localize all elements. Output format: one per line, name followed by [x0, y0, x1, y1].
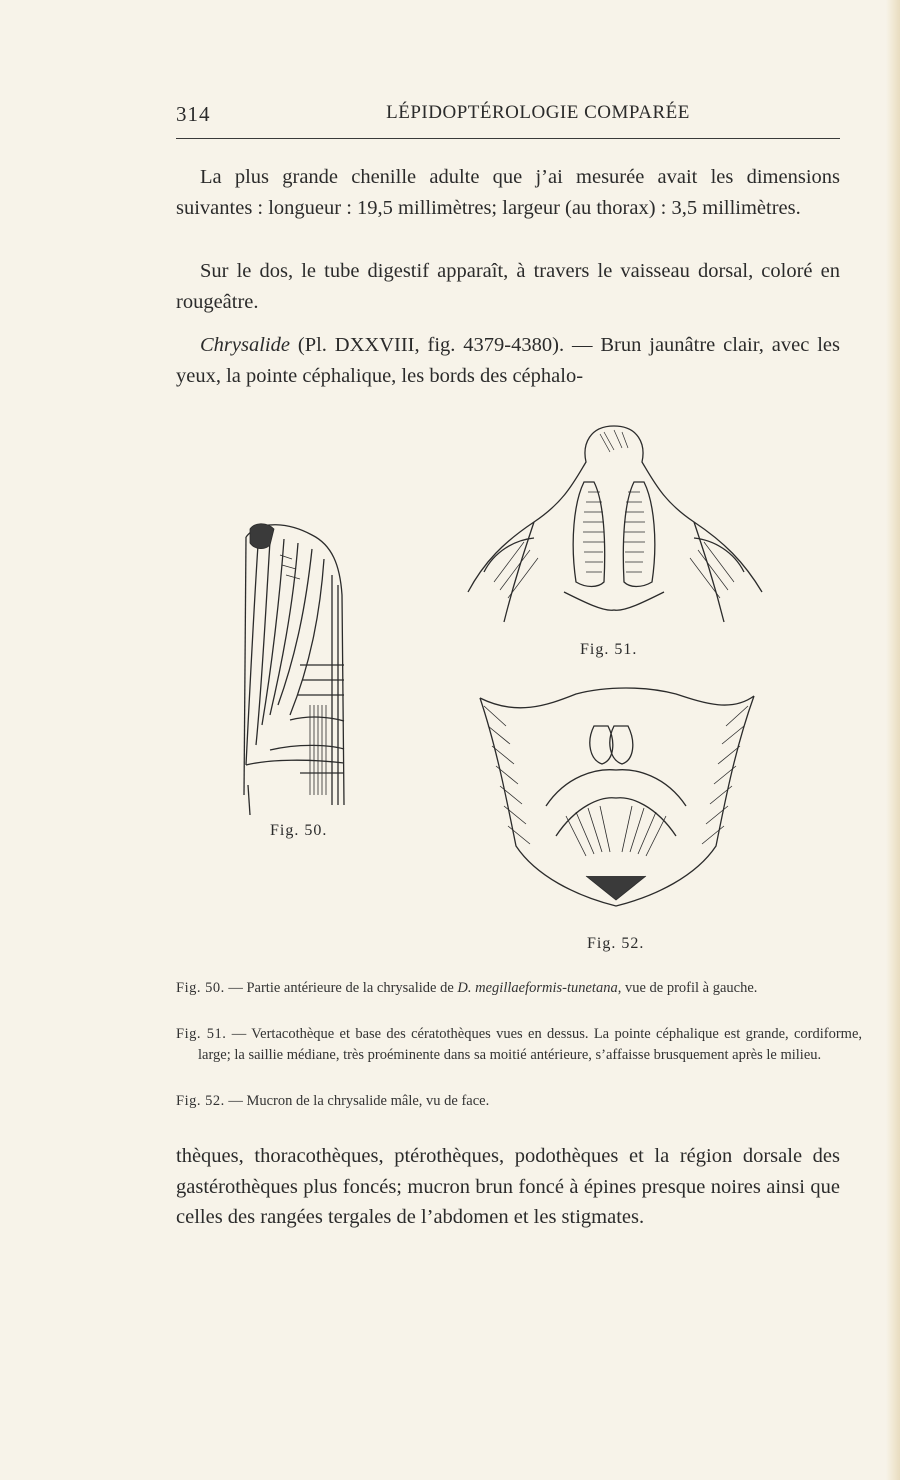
figure-52-illustration	[476, 686, 756, 914]
figure-50-label: Fig. 50.	[270, 822, 328, 839]
legend-51-text: — Vertacothèque et base des cératothèques vues en dessus. La pointe céphalique est grande, cordiforme, large; la saillie médiane, très proéminente dans sa moitié antérieure, s’affaisse brusquement après le milieu.	[198, 1026, 862, 1063]
page-edge	[886, 0, 900, 1480]
paragraph-chrysalis	[176, 330, 840, 391]
legend-52-ref: Fig. 52.	[176, 1093, 225, 1109]
paragraph-dorsal-color: Sur le dos, le tube digestif apparaît, à travers le vaisseau dorsal, coloré en rougeâtre.	[176, 260, 840, 313]
running-title: LÉPIDOPTÉROLOGIE COMPARÉE	[386, 102, 690, 123]
figure-51-illustration	[464, 422, 764, 632]
header-rule	[176, 138, 840, 139]
figure-51-label: Fig. 51.	[580, 641, 638, 658]
legend-50-text-a: — Partie antérieure de la chrysalide de	[224, 980, 458, 996]
page-number: 314	[176, 102, 211, 126]
figure-50-illustration	[240, 515, 348, 815]
legend-51-ref: Fig. 51.	[176, 1026, 227, 1042]
legend-figure-50	[176, 978, 862, 999]
legend-50-species: D. megillaeformis-tunetana	[457, 980, 618, 996]
chrysalis-description: (Pl. DXXVIII, fig. 4379-4380). — Brun jaunâtre clair, avec les yeux, la pointe céphalique, les bords des céphalo-	[176, 334, 840, 387]
legend-figure-52	[176, 1091, 862, 1112]
paragraph-chrysalis-continued: thèques, thoracothèques, ptérothèques, podothèques et la région dorsale des gastérothèques plus foncés; mucron brun foncé à épines presque noires ainsi que celles des rangées tergales de l’abdomen et les stigmates.	[176, 1145, 840, 1228]
page-header	[176, 100, 840, 132]
legend-figure-51	[176, 1024, 862, 1066]
chrysalis-heading: Chrysalide	[200, 334, 290, 356]
paragraph-caterpillar-size: La plus grande chenille adulte que j’ai mesurée avait les dimensions suivantes : longueur : 19,5 millimètres; largeur (au thorax) : 3,5 millimètres.	[176, 166, 840, 219]
legend-50-text-b: , vue de profil à gauche.	[617, 980, 758, 996]
legend-50-ref: Fig. 50.	[176, 980, 225, 996]
figure-52-label: Fig. 52.	[587, 935, 645, 952]
legend-52-text: — Mucron de la chrysalide mâle, vu de face.	[224, 1093, 490, 1109]
